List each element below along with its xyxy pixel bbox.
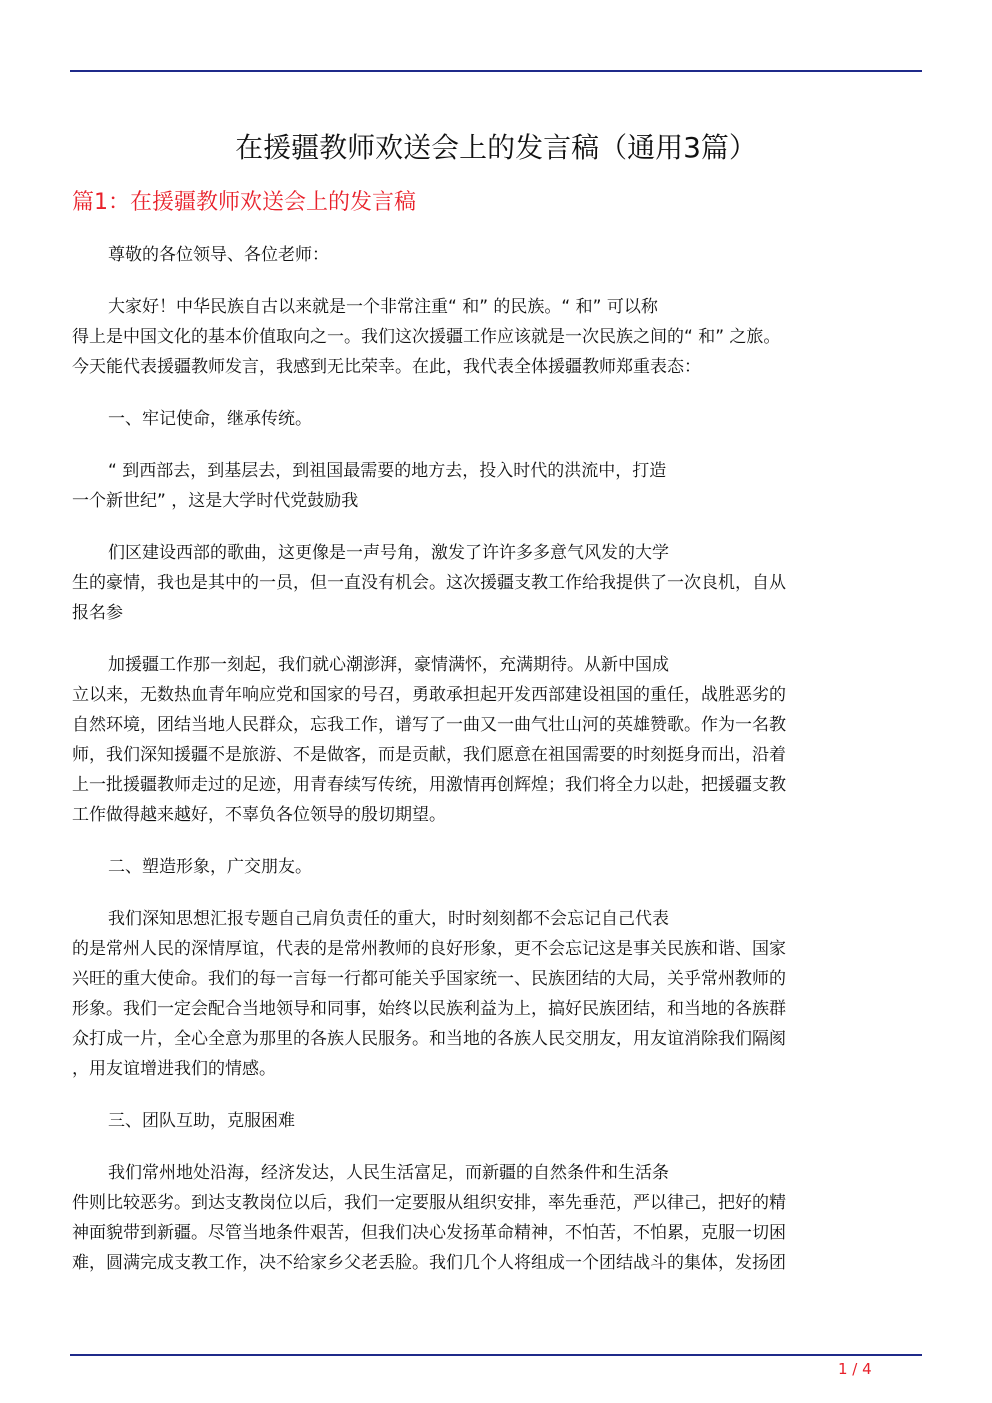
paragraph bbox=[72, 904, 922, 1084]
document-body bbox=[72, 240, 922, 1300]
paragraph-line: 众打成一片，全心全意为那里的各族人民服务。和当地的各族人民交朋友，用友谊消除我们隔阂 bbox=[72, 1029, 786, 1049]
paragraph-line: 自然环境，团结当地人民群众，忘我工作，谱写了一曲又一曲气壮山河的英雄赞歌。作为一名教 bbox=[72, 715, 786, 735]
paragraph-line: “ 到西部去，到基层去，到祖国最需要的地方去，投入时代的洪流中，打造 bbox=[108, 461, 667, 481]
paragraph-line: 师，我们深知援疆不是旅游、不是做客，而是贡献，我们愿意在祖国需要的时刻挺身而出，沿着 bbox=[72, 745, 786, 765]
paragraph-line: 的是常州人民的深情厚谊，代表的是常州教师的良好形象，更不会忘记这是事关民族和谐、国家 bbox=[72, 939, 786, 959]
paragraph-line: 加援疆工作那一刻起，我们就心潮澎湃，豪情满怀，充满期待。从新中国成 bbox=[108, 655, 669, 675]
paragraph bbox=[72, 852, 922, 882]
paragraph-line: 一个新世纪” ，这是大学时代党鼓励我 bbox=[72, 491, 359, 511]
paragraph-line: 报名参 bbox=[72, 603, 123, 623]
paragraph bbox=[72, 650, 922, 830]
paragraph-line: 件则比较恶劣。到达支教岗位以后，我们一定要服从组织安排，率先垂范，严以律己，把好的精 bbox=[72, 1193, 786, 1213]
footer-rule bbox=[70, 1354, 922, 1356]
paragraph-line: 们区建设西部的歌曲，这更像是一声号角，激发了许许多多意气风发的大学 bbox=[108, 543, 669, 563]
paragraph-line: 神面貌带到新疆。尽管当地条件艰苦，但我们决心发扬革命精神，不怕苦，不怕累，克服一切困 bbox=[72, 1223, 786, 1243]
paragraph-line: 三、团队互助，克服困难 bbox=[108, 1111, 295, 1131]
paragraph-line: 难，圆满完成支教工作，决不给家乡父老丢脸。我们几个人将组成一个团结战斗的集体，发扬团 bbox=[72, 1253, 786, 1273]
paragraph bbox=[72, 404, 922, 434]
paragraph bbox=[72, 1158, 922, 1278]
page-number: 1 / 4 bbox=[838, 1360, 872, 1378]
document-title: 在援疆教师欢送会上的发言稿（通用3篇） bbox=[235, 131, 757, 164]
paragraph bbox=[72, 1106, 922, 1136]
paragraph bbox=[72, 538, 922, 628]
paragraph-line: 生的豪情，我也是其中的一员，但一直没有机会。这次援疆支教工作给我提供了一次良机，自从 bbox=[72, 573, 786, 593]
paragraph-line: 形象。我们一定会配合当地领导和同事，始终以民族利益为上，搞好民族团结，和当地的各族群 bbox=[72, 999, 786, 1019]
paragraph bbox=[72, 456, 922, 516]
paragraph-line: 得上是中国文化的基本价值取向之一。我们这次援疆工作应该就是一次民族之间的“ 和” 之旅。 bbox=[72, 327, 781, 347]
paragraph-line: 立以来，无数热血青年响应党和国家的号召，勇敢承担起开发西部建设祖国的重任，战胜恶劣的 bbox=[72, 685, 786, 705]
paragraph-line: 上一批援疆教师走过的足迹，用青春续写传统，用激情再创辉煌；我们将全力以赴，把援疆支教 bbox=[72, 775, 786, 795]
paragraph-line: 尊敬的各位领导、各位老师： bbox=[108, 245, 329, 265]
paragraph-line: 今天能代表援疆教师发言，我感到无比荣幸。在此，我代表全体援疆教师郑重表态： bbox=[72, 357, 701, 377]
paragraph-line: 我们常州地处沿海，经济发达，人民生活富足，而新疆的自然条件和生活条 bbox=[108, 1163, 669, 1183]
paragraph-line: 工作做得越来越好，不辜负各位领导的殷切期望。 bbox=[72, 805, 446, 825]
paragraph-line: 二、塑造形象，广交朋友。 bbox=[108, 857, 312, 877]
paragraph bbox=[72, 240, 922, 270]
paragraph bbox=[72, 292, 922, 382]
paragraph-line: 我们深知思想汇报专题自己肩负责任的重大，时时刻刻都不会忘记自己代表 bbox=[108, 909, 669, 929]
paragraph-line: 兴旺的重大使命。我们的每一言每一行都可能关乎国家统一、民族团结的大局，关乎常州教师的 bbox=[72, 969, 786, 989]
paragraph-line: 大家好！中华民族自古以来就是一个非常注重“ 和” 的民族。“ 和” 可以称 bbox=[108, 297, 658, 317]
section-title: 篇1：在援疆教师欢送会上的发言稿 bbox=[72, 190, 416, 215]
paragraph-line: 一、牢记使命，继承传统。 bbox=[108, 409, 312, 429]
paragraph-line: ，用友谊增进我们的情感。 bbox=[72, 1059, 276, 1079]
header-rule bbox=[70, 70, 922, 72]
